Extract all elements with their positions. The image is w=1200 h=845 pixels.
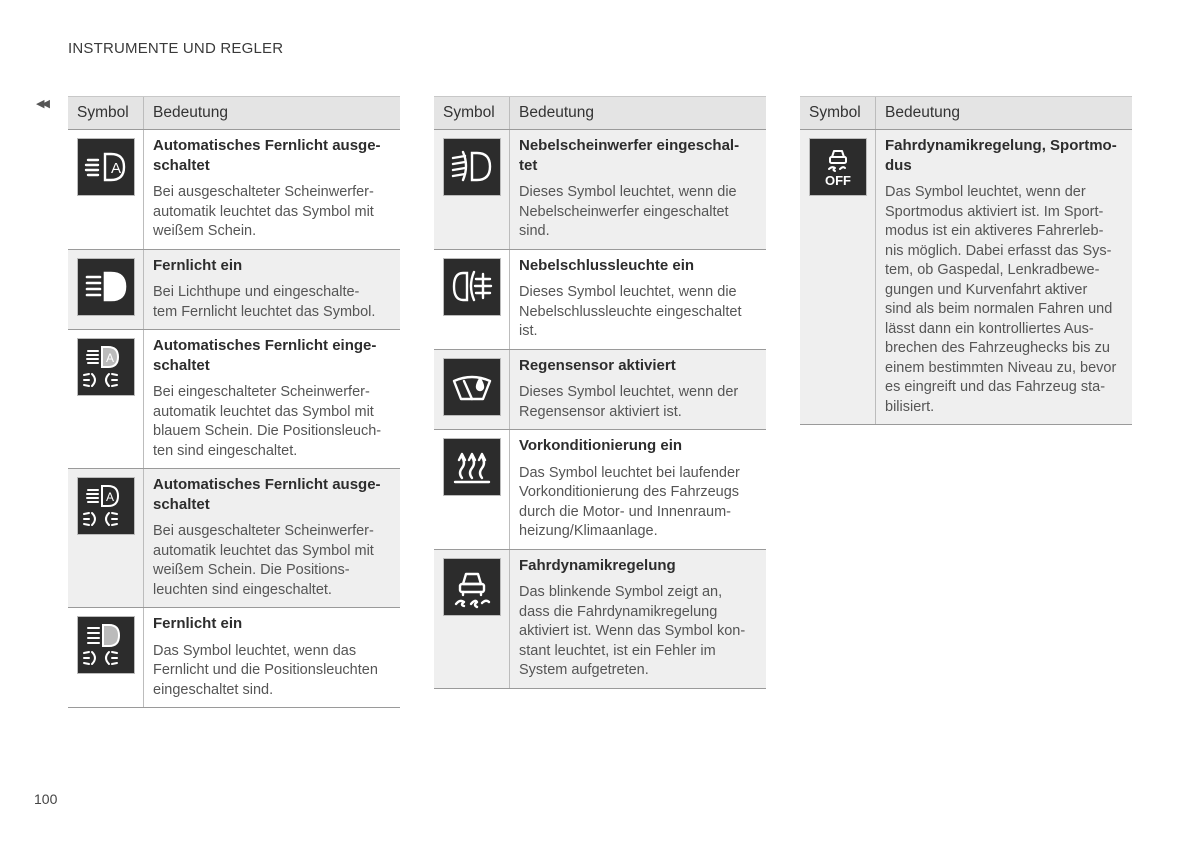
table-header [68,96,400,130]
table-row [68,130,400,250]
preconditioning-icon [443,438,501,496]
row-description: Bei ausgeschalteter Scheinwerfer- automatik leuchtet das Symbol mit weißem Schein. [153,184,374,239]
row-title: Nebelscheinwerfer eingeschal- tet [519,137,740,174]
header-symbol: Symbol [800,97,876,129]
symbol-table-1 [68,96,400,708]
header-meaning: Bedeutung [519,104,594,121]
table-header [434,96,766,130]
back-navigation-icon[interactable]: ◀◀ [36,98,47,110]
row-description: Das blinkende Symbol zeigt an, dass die Fahrdynamikregelung aktiviert ist. Wenn das Symbol kon- stant leuchtet, ist ein Fehler im System aufgetreten. [519,584,746,678]
table-row [434,350,766,431]
row-description: Dieses Symbol leuchtet, wenn die Nebelschlussleuchte eingeschaltet ist. [519,284,742,339]
stability-control-icon [443,558,501,616]
high-beam-position-lights-icon [77,616,135,674]
table-row [68,250,400,331]
row-description: Dieses Symbol leuchtet, wenn die Nebelscheinwerfer eingeschaltet sind. [519,184,737,239]
table-row [434,550,766,689]
row-description: Bei Lichthupe und eingeschalte- tem Fernlicht leuchtet das Symbol. [153,284,376,320]
row-title: Fahrdynamikregelung [519,556,676,574]
table-header [800,96,1132,130]
auto-high-beam-on-position-lights-icon [77,338,135,396]
table-row [800,130,1132,425]
header-meaning: Bedeutung [885,104,960,121]
row-title: Automatisches Fernlicht einge- schaltet [153,337,377,374]
rain-sensor-icon [443,358,501,416]
symbol-table-3 [800,96,1132,425]
row-title: Fahrdynamikregelung, Sportmo- dus [885,137,1117,174]
row-title: Automatisches Fernlicht ausge- schaltet [153,476,381,513]
svg-text:A: A [106,490,115,504]
symbol-table-2 [434,96,766,689]
auto-high-beam-off-icon [77,138,135,196]
table-row [68,608,400,708]
row-title: Vorkonditionierung ein [519,437,683,454]
row-description: Das Symbol leuchtet, wenn das Fernlicht und die Positionsleuchten eingeschaltet sind. [153,642,378,698]
off-label: OFF [825,173,851,188]
row-title: Automatisches Fernlicht ausge- schaltet [153,137,381,174]
header-symbol: Symbol [434,97,510,129]
header-symbol: Symbol [68,97,144,129]
header-meaning: Bedeutung [153,104,228,121]
table-row [68,469,400,608]
page-number: 100 [34,791,58,807]
svg-text:A: A [111,160,122,177]
rear-fog-light-icon [443,258,501,316]
row-title: Regensensor aktiviert [519,356,676,374]
svg-text:A: A [106,351,115,365]
front-fog-light-icon [443,138,501,196]
row-title: Fernlicht ein [153,615,243,632]
row-title: Fernlicht ein [153,256,243,274]
row-description: Dieses Symbol leuchtet, wenn der Regensensor aktiviert ist. [519,384,739,420]
row-description: Das Symbol leuchtet, wenn der Sportmodus aktiviert ist. Im Sport- modus ist ein aktiveres Fahrerleb- nis möglich. Dabei erfasst das Sys- tem, ob Gaspedal, Lenkradbewe- gungen und Kurvenfahrt aktiver sind als beim normalen Fahren und lässt dann ein kontrolliertes Aus- brechen des Fahrzeughecks bis zu einem bestimmten Niveau zu, bevor es eingreift und das Fahrzeug sta- bilisiert. [885,184,1117,415]
high-beam-icon [77,258,135,316]
row-description: Das Symbol leuchtet bei laufender Vorkonditionierung des Fahrzeugs durch die Motor- und Innenraum- heizung/Klimaanlage. [519,464,740,539]
row-description: Bei eingeschalteter Scheinwerfer- automatik leuchtet das Symbol mit blauem Schein. Die Positionsleuch- ten sind eingeschaltet. [153,384,382,459]
stability-control-off-icon [809,138,867,196]
row-title: Nebelschlussleuchte ein [519,256,695,274]
table-row [68,330,400,469]
table-row [434,430,766,550]
table-row [434,250,766,350]
page-header-title: INSTRUMENTE UND REGLER [68,40,284,57]
row-description: Bei ausgeschalteter Scheinwerfer- automatik leuchtet das Symbol mit weißem Schein. Die Positions- leuchten sind eingeschaltet. [153,523,374,598]
table-row [434,130,766,250]
auto-high-beam-off-position-lights-icon [77,477,135,535]
